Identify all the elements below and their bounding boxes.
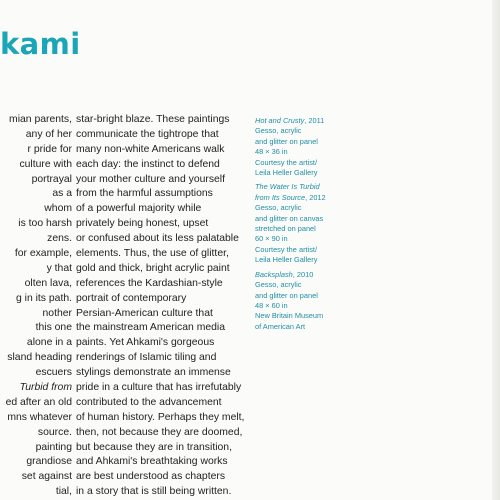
caption-detail: 60 × 90 in (255, 234, 288, 244)
middle-column-line: from the harmful assumptions (76, 188, 213, 200)
caption-year: , 2011 (304, 116, 325, 125)
left-column-line: g in its path. (15, 292, 72, 304)
middle-column-line: but because they are in transition, (76, 441, 232, 453)
caption-year: , 2012 (305, 192, 326, 202)
middle-column-line: paints. Yet Ahkami's gorgeous (76, 337, 215, 349)
middle-column-line: of a powerful majority while (76, 203, 202, 215)
left-column-line: grandiose (26, 456, 72, 468)
middle-column-line: communicate the tightrope that (76, 128, 219, 140)
left-column-line: set against (21, 471, 72, 483)
caption-detail: 48 × 60 in (255, 300, 288, 310)
middle-column-line: your mother culture and yourself (76, 173, 226, 185)
caption-artwork-title: Backsplash (255, 269, 293, 279)
middle-column-line: the mainstream American media (76, 322, 225, 334)
caption-detail: Gesso, acrylic (255, 203, 302, 213)
caption-water-is-turbid (255, 182, 365, 265)
left-column-line: r pride for (27, 143, 72, 155)
middle-column-line: each day: the instinct to defend (76, 158, 220, 170)
caption-detail: Courtesy the artist/ (255, 157, 318, 167)
middle-column-line: and Ahkami's breathtaking works (76, 456, 228, 468)
caption-detail: Leila Heller Gallery (255, 255, 318, 265)
caption-detail: Gesso, acrylic (255, 126, 302, 136)
left-text-column (0, 113, 72, 500)
middle-column-line: gold and thick, bright acrylic paint (76, 262, 230, 274)
left-column-line: y that (46, 262, 72, 274)
left-column-line: for example, (14, 248, 72, 260)
left-column-line: any of her (25, 128, 72, 140)
caption-detail: stretched on panel (255, 224, 316, 234)
left-column-line: mns whatever (7, 411, 72, 423)
middle-column-line: in a story that is still being written. (76, 486, 232, 498)
image-captions (255, 116, 365, 336)
middle-column-line: elements. Thus, the use of glitter, (76, 248, 229, 260)
middle-column-line: pride in a culture that has irrefutably (76, 382, 242, 394)
middle-column-line: many non-white Americans walk (76, 143, 225, 155)
left-column-line: portrayal (31, 173, 72, 185)
middle-column-line: then, not because they are doomed, (76, 426, 243, 438)
left-column-line: escuers (35, 367, 72, 379)
middle-column-line: are best understood as chapters (76, 471, 226, 483)
left-column-line: as a (52, 188, 72, 200)
left-column-line: zens. (47, 233, 72, 245)
middle-column-line: renderings of Islamic tiling and (76, 352, 217, 364)
caption-artwork-title-continued: from Its Source (255, 192, 306, 202)
caption-backsplash (255, 270, 365, 332)
left-column-line: olten lava, (24, 277, 72, 289)
caption-detail: 48 × 36 in (255, 147, 288, 157)
caption-detail: and glitter on panel (255, 136, 318, 146)
caption-hot-and-crusty (255, 116, 365, 178)
middle-column-line: Persian-American culture that (76, 307, 213, 319)
left-column-line: ed after an old (5, 396, 72, 408)
caption-title-line (255, 116, 365, 126)
caption-detail: New Britain Museum (255, 311, 324, 321)
left-column-line: tial, (55, 486, 72, 498)
caption-detail: and glitter on canvas (255, 213, 324, 223)
middle-column-line: contributed to the advancement (76, 396, 222, 408)
caption-detail: Gesso, acrylic (255, 280, 302, 290)
left-column-line: sland heading (7, 352, 72, 364)
middle-column-line: portrait of contemporary (76, 292, 187, 304)
middle-column-line: star-bright blaze. These paintings (76, 114, 230, 125)
left-column-line: nother (42, 307, 72, 319)
left-column-line: painting (35, 441, 72, 453)
middle-column-line: of human history. Perhaps they melt, (76, 411, 245, 423)
caption-detail: and glitter on panel (255, 290, 318, 300)
left-column-line: is too harsh (18, 218, 72, 230)
left-column-line: culture with (19, 158, 72, 170)
caption-detail: of American Art (255, 321, 306, 331)
middle-column-line: references the Kardashian-style (76, 277, 223, 289)
article-title-fragment: kami (0, 27, 81, 61)
left-column-line: whom (44, 203, 72, 215)
caption-year: , 2010 (292, 269, 314, 279)
left-column-line-italic: Turbid from (19, 382, 72, 394)
left-column-line: source. (37, 426, 72, 438)
left-column-line: this one (35, 322, 72, 334)
left-column-line: mian parents, (9, 114, 72, 125)
middle-column-line: or confused about its less palatable (76, 233, 239, 245)
middle-column-line: stylings demonstrate an immense (76, 367, 231, 379)
left-column-line: alone in a (26, 337, 72, 349)
middle-text-column (76, 113, 246, 500)
caption-artwork-title: The Water Is Turbid (255, 182, 320, 192)
caption-title-line (255, 193, 365, 203)
caption-detail: Courtesy the artist/ (255, 244, 318, 254)
caption-detail: Leila Heller Gallery (255, 168, 318, 178)
caption-artwork-title: Hot and Crusty (255, 116, 305, 125)
middle-column-line: privately being honest, upset (76, 218, 209, 230)
page-edge-shadow (492, 0, 500, 500)
caption-title-line (255, 270, 365, 280)
